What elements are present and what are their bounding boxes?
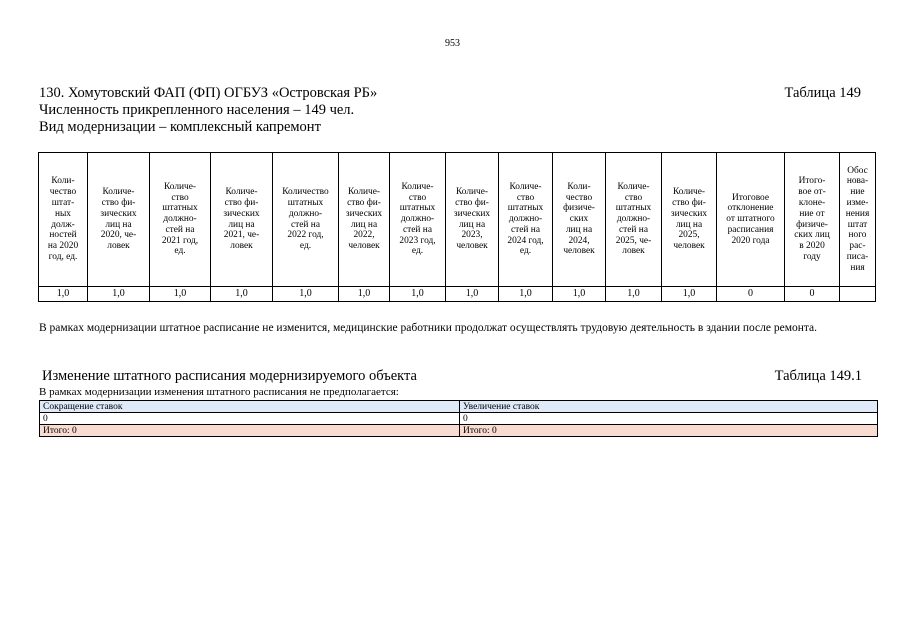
- staff-table: [38, 152, 876, 302]
- facility-line: [39, 85, 861, 102]
- staff-table-cell: 1,0: [39, 287, 88, 302]
- staff-table-header: Количество штатных должно- стей на 2022 год, ед.: [273, 153, 339, 287]
- population-line: Численность прикрепленного населения – 149 чел.: [39, 102, 355, 118]
- staff-table-cell: 1,0: [339, 287, 390, 302]
- staff-table-header: Количе- ство штатных должно- стей на 2021 год, ед.: [150, 153, 211, 287]
- staff-table-cell: 0: [717, 287, 785, 302]
- staff-table-header: Обос нова- ние изме- нения штат ного рас- писа- ния: [840, 153, 876, 287]
- staff-table-cell: 1,0: [662, 287, 717, 302]
- increase-value: 0: [460, 413, 878, 425]
- staff-table-cell: 1,0: [273, 287, 339, 302]
- staff-table-header: Количе- ство фи- зических лиц на 2023, человек: [446, 153, 499, 287]
- staff-table-header-row: [39, 153, 876, 287]
- change-table-total-row: [40, 425, 878, 437]
- staff-table-header: Количе- ство фи- зических лиц на 2020, че- ловек: [88, 153, 150, 287]
- reduction-total: Итого: 0: [40, 425, 460, 437]
- facility-title: 130. Хомутовский ФАП (ФП) ОГБУЗ «Островская РБ»: [39, 85, 378, 101]
- staff-table-cell: 0: [785, 287, 840, 302]
- table-label: Таблица 149: [784, 85, 861, 101]
- staff-table-row: [39, 287, 876, 302]
- increase-total: Итого: 0: [460, 425, 878, 437]
- staff-table-cell: 1,0: [606, 287, 662, 302]
- change-section-note: В рамках модернизации изменения штатного расписания не предполагается:: [39, 386, 399, 398]
- staff-table-cell: 1,0: [88, 287, 150, 302]
- staff-table-header: Количе- ство фи- зических лиц на 2025, человек: [662, 153, 717, 287]
- page-number: 953: [445, 38, 460, 49]
- staff-table-cell: 1,0: [211, 287, 273, 302]
- staff-table-header: Количе- ство фи- зических лиц на 2022, человек: [339, 153, 390, 287]
- modernization-line: Вид модернизации – комплексный капремонт: [39, 119, 321, 135]
- modernization-note: В рамках модернизации штатное расписание не изменится, медицинские работники продолжат осуществлять трудовую деятельность в здании после ремонта.: [39, 322, 818, 334]
- increase-header: Увеличение ставок: [460, 401, 878, 413]
- reduction-value: 0: [40, 413, 460, 425]
- reduction-header: Сокращение ставок: [40, 401, 460, 413]
- staff-table-cell: 1,0: [446, 287, 499, 302]
- staff-table-header: Итоговое отклонение от штатного расписания 2020 года: [717, 153, 785, 287]
- staff-table-header: Коли- чество штат- ных долж- ностей на 2020 год, ед.: [39, 153, 88, 287]
- staff-table-header: Количе- ство штатных должно- стей на 2025, че- ловек: [606, 153, 662, 287]
- heading-block: [39, 85, 861, 136]
- staff-table-cell: 1,0: [390, 287, 446, 302]
- staff-table-header: Коли- чество физиче- ских лиц на 2024, человек: [553, 153, 606, 287]
- staff-table-cell: 1,0: [499, 287, 553, 302]
- change-section-title: Изменение штатного расписания модернизируемого объекта: [42, 368, 417, 384]
- change-section-heading: [42, 368, 862, 385]
- staff-table-header: Итого- вое от- клоне- ние от физиче- ских лиц в 2020 году: [785, 153, 840, 287]
- staff-table-header: Количе- ство фи- зических лиц на 2021, че- ловек: [211, 153, 273, 287]
- change-table-label: Таблица 149.1: [774, 368, 862, 384]
- staff-table-cell: 1,0: [150, 287, 211, 302]
- staff-table-cell: 1,0: [553, 287, 606, 302]
- staff-table-header: Количе- ство штатных должно- стей на 2023 год, ед.: [390, 153, 446, 287]
- change-table: [39, 400, 878, 437]
- change-table-header-row: [40, 401, 878, 413]
- staff-table-header: Количе- ство штатных должно- стей на 2024 год, ед.: [499, 153, 553, 287]
- change-table-row: [40, 413, 878, 425]
- staff-table-cell: [840, 287, 876, 302]
